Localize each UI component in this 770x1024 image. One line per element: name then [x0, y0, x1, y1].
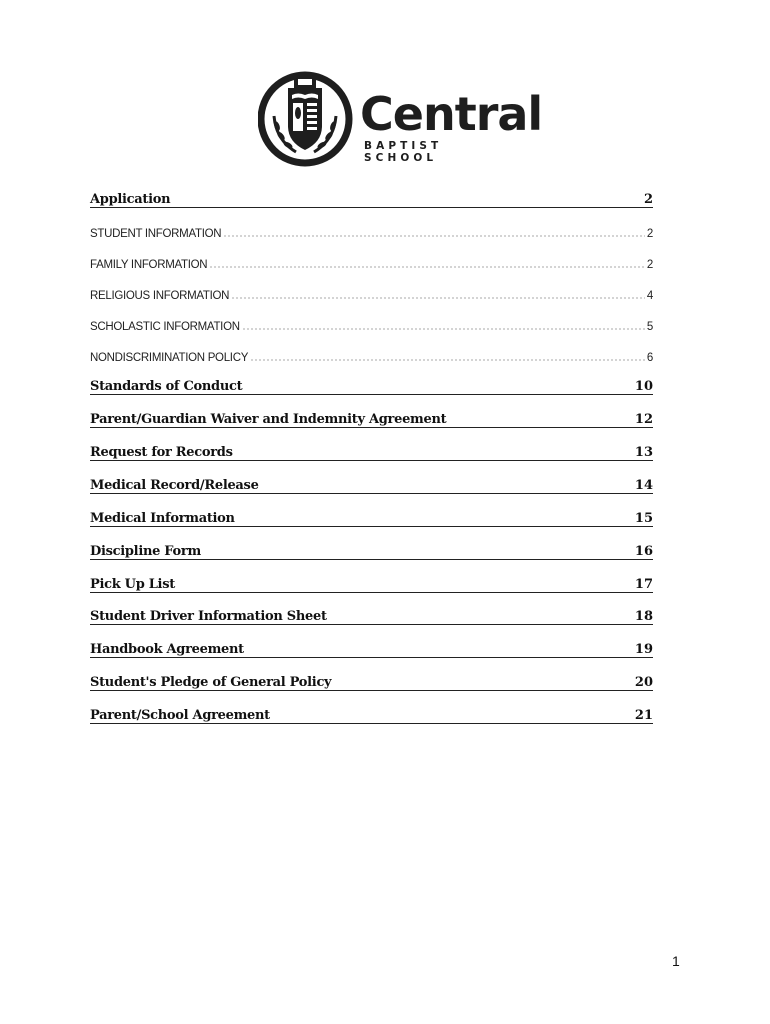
page-number: 1: [672, 953, 680, 969]
toc-entry-title: Pick Up List: [90, 577, 175, 592]
toc-entry-title: STUDENT INFORMATION: [90, 228, 222, 240]
toc-entry[interactable]: [90, 442, 653, 461]
dot-leader: [231, 297, 645, 299]
toc-entry[interactable]: [90, 475, 653, 494]
toc-entry[interactable]: [90, 574, 653, 593]
school-subtitle: BAPTIST SCHOOL: [364, 140, 443, 164]
toc-entry[interactable]: [90, 639, 653, 658]
toc-entry[interactable]: [90, 222, 653, 240]
school-name: Central: [360, 87, 543, 141]
toc-entry-page: 15: [634, 511, 653, 526]
toc-entry[interactable]: [90, 284, 653, 302]
toc-entry-page: 14: [634, 478, 653, 493]
toc-entry-title: Medical Information: [90, 511, 235, 526]
toc-entry-page: 10: [634, 379, 653, 394]
dot-leader: [223, 235, 645, 237]
toc-entry-title: SCHOLASTIC INFORMATION: [90, 321, 240, 333]
toc-entry[interactable]: [90, 508, 653, 527]
school-crest-icon: [258, 68, 354, 168]
toc-entry-title: Parent/School Agreement: [90, 708, 270, 723]
toc-entry-title: NONDISCRIMINATION POLICY: [90, 352, 249, 364]
toc-entry[interactable]: [90, 606, 653, 625]
toc-entry-page: 6: [646, 352, 653, 364]
toc-entry-title: FAMILY INFORMATION: [90, 259, 208, 271]
toc-entry-page: 4: [646, 290, 653, 302]
dot-leader: [250, 359, 645, 361]
toc-entry[interactable]: [90, 409, 653, 428]
toc-entry-title: Standards of Conduct: [90, 379, 243, 394]
toc-entry-title: Medical Record/Release: [90, 478, 259, 493]
toc-entry-title: Parent/Guardian Waiver and Indemnity Agreement: [90, 412, 447, 427]
toc-entry[interactable]: [90, 541, 653, 560]
toc-entry[interactable]: [90, 189, 653, 208]
toc-entry[interactable]: [90, 346, 653, 364]
toc-entry-page: 12: [634, 412, 653, 427]
dot-leader: [242, 328, 645, 330]
toc-entry-page: 2: [646, 228, 653, 240]
toc-entry-page: 17: [634, 577, 653, 592]
toc-entry-title: Student's Pledge of General Policy: [90, 675, 332, 690]
toc-entry-title: Handbook Agreement: [90, 642, 244, 657]
dot-leader: [209, 266, 645, 268]
toc-entry-page: 2: [643, 192, 653, 207]
toc-entry-title: Discipline Form: [90, 544, 201, 559]
toc-entry[interactable]: [90, 315, 653, 333]
toc-entry[interactable]: [90, 705, 653, 724]
toc-entry[interactable]: [90, 376, 653, 395]
school-logo: [258, 68, 543, 170]
toc-entry-page: 19: [634, 642, 653, 657]
toc-entry-title: Application: [90, 192, 171, 207]
toc-entry-page: 16: [634, 544, 653, 559]
toc-entry[interactable]: [90, 253, 653, 271]
toc-entry-page: 13: [634, 445, 653, 460]
toc-entry-title: Request for Records: [90, 445, 233, 460]
toc-entry-page: 21: [634, 708, 653, 723]
toc-entry-title: RELIGIOUS INFORMATION: [90, 290, 230, 302]
toc-entry-page: 5: [646, 321, 653, 333]
toc-entry[interactable]: [90, 672, 653, 691]
toc-entry-page: 18: [634, 609, 653, 624]
toc-entry-page: 20: [634, 675, 653, 690]
toc-entry-title: Student Driver Information Sheet: [90, 609, 327, 624]
toc-entry-page: 2: [646, 259, 653, 271]
